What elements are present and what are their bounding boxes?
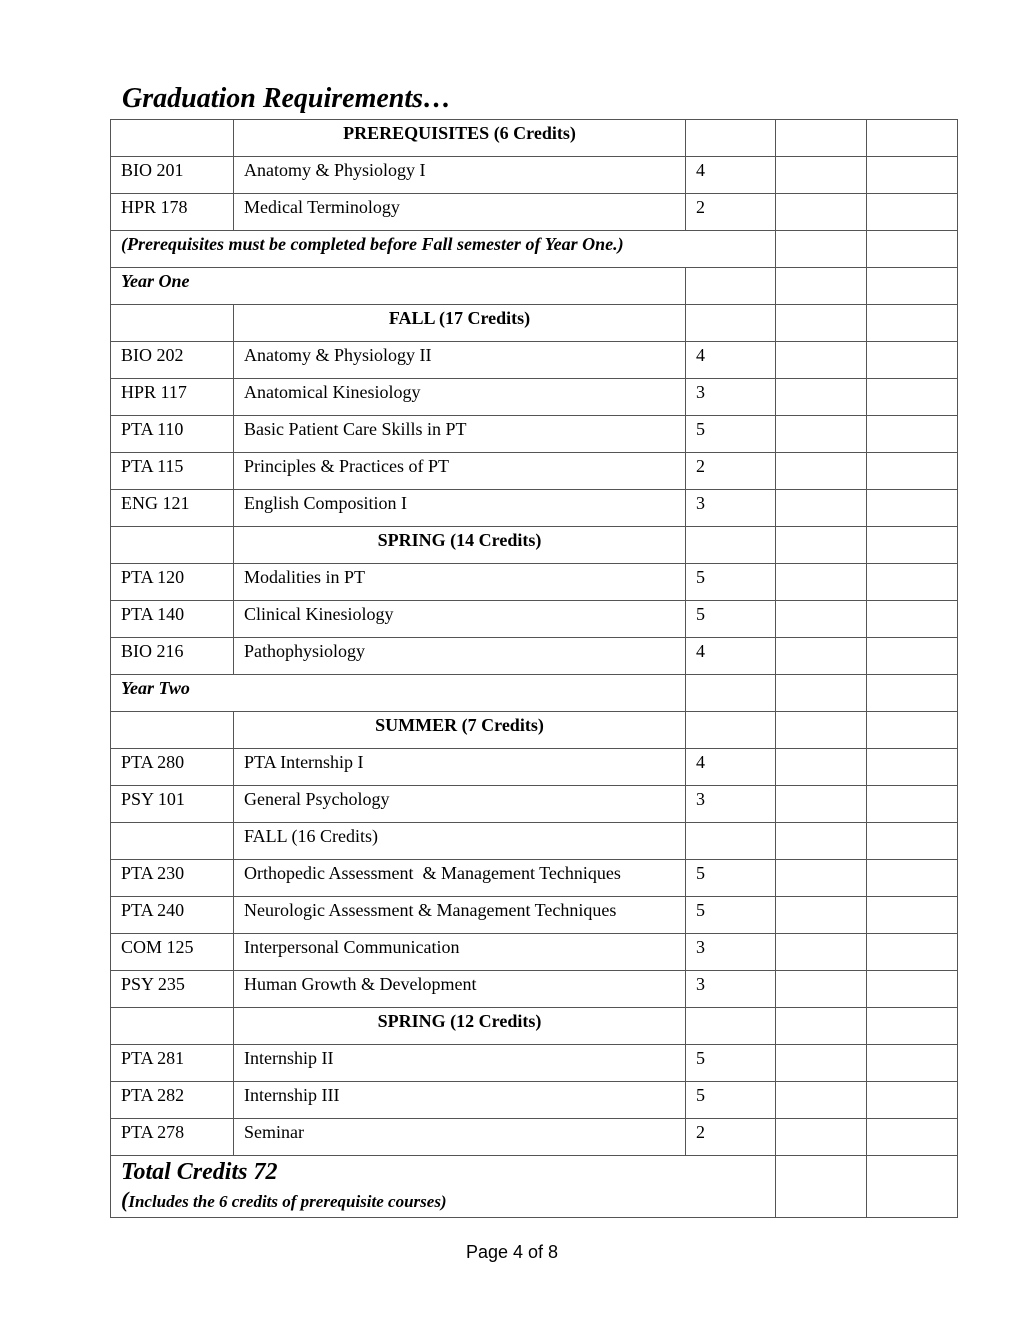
semester-header-row [111, 305, 958, 342]
total-credits-note [121, 1187, 765, 1213]
course-code: PTA 281 [111, 1045, 234, 1082]
prerequisites-note: (Prerequisites must be completed before Fall semester of Year One.) [111, 231, 776, 268]
year-row [111, 675, 958, 712]
course-code: PTA 282 [111, 1082, 234, 1119]
year-one-fall-header: FALL (17 Credits) [234, 305, 686, 342]
year-row [111, 268, 958, 305]
table-row [111, 416, 958, 453]
course-credits: 4 [686, 342, 776, 379]
course-code: PSY 235 [111, 971, 234, 1008]
course-code: PTA 120 [111, 564, 234, 601]
table-row [111, 564, 958, 601]
total-credits-label: Total Credits 72 [121, 1159, 278, 1185]
course-credits: 3 [686, 490, 776, 527]
page-number: Page 4 of 8 [465, 1242, 559, 1262]
course-credits: 3 [686, 934, 776, 971]
course-code: BIO 202 [111, 342, 234, 379]
course-code: HPR 117 [111, 379, 234, 416]
table-row [111, 601, 958, 638]
course-credits: 3 [686, 379, 776, 416]
course-credits: 5 [686, 416, 776, 453]
course-code: PTA 110 [111, 416, 234, 453]
year-one-heading: Year One [111, 268, 686, 305]
table-row [111, 860, 958, 897]
table-row [111, 1119, 958, 1156]
course-credits: 3 [686, 971, 776, 1008]
course-title: Anatomy & Physiology II [234, 342, 686, 379]
course-credits: 5 [686, 564, 776, 601]
table-row [111, 1045, 958, 1082]
course-title: English Composition I [234, 490, 686, 527]
course-title: Internship III [234, 1082, 686, 1119]
total-row [111, 1156, 958, 1218]
course-title: Seminar [234, 1119, 686, 1156]
prerequisites-header: PREREQUISITES (6 Credits) [234, 120, 686, 157]
course-credits: 5 [686, 1082, 776, 1119]
course-code: PTA 230 [111, 860, 234, 897]
course-credits: 4 [686, 638, 776, 675]
course-code: ENG 121 [111, 490, 234, 527]
course-title: Orthopedic Assessment & Management Techniques [234, 860, 686, 897]
semester-header-row [111, 527, 958, 564]
course-credits: 4 [686, 749, 776, 786]
table-row [111, 934, 958, 971]
course-title: PTA Internship I [234, 749, 686, 786]
table-row [111, 638, 958, 675]
table-row [111, 1082, 958, 1119]
course-title: Internship II [234, 1045, 686, 1082]
table-row [111, 971, 958, 1008]
table-row [111, 157, 958, 194]
course-code: PTA 140 [111, 601, 234, 638]
year-two-spring-header: SPRING (12 Credits) [234, 1008, 686, 1045]
year-two-heading: Year Two [111, 675, 686, 712]
note-row [111, 231, 958, 268]
table-row [111, 342, 958, 379]
semester-header-row [111, 1008, 958, 1045]
year-two-fall-header: FALL (16 Credits) [234, 823, 686, 860]
course-credits: 4 [686, 157, 776, 194]
course-title: Interpersonal Communication [234, 934, 686, 971]
course-code: PSY 101 [111, 786, 234, 823]
course-title: General Psychology [234, 786, 686, 823]
course-code: PTA 278 [111, 1119, 234, 1156]
course-code: PTA 240 [111, 897, 234, 934]
course-credits: 5 [686, 601, 776, 638]
semester-header-row [111, 712, 958, 749]
semester-header-row [111, 120, 958, 157]
semester-header-row [111, 823, 958, 860]
course-credits: 5 [686, 1045, 776, 1082]
course-credits: 2 [686, 1119, 776, 1156]
course-code: PTA 280 [111, 749, 234, 786]
course-credits: 5 [686, 897, 776, 934]
total-note-text: Includes the 6 credits of prerequisite courses) [128, 1191, 447, 1211]
page-title: Graduation Requirements… [122, 83, 452, 114]
course-credits: 2 [686, 453, 776, 490]
course-title: Anatomy & Physiology I [234, 157, 686, 194]
course-title: Pathophysiology [234, 638, 686, 675]
year-two-summer-header: SUMMER (7 Credits) [234, 712, 686, 749]
course-title: Neurologic Assessment & Management Techniques [234, 897, 686, 934]
course-title: Principles & Practices of PT [234, 453, 686, 490]
graduation-requirements-table [110, 119, 958, 1218]
course-credits: 2 [686, 194, 776, 231]
year-one-spring-header: SPRING (14 Credits) [234, 527, 686, 564]
course-code: HPR 178 [111, 194, 234, 231]
course-title: Medical Terminology [234, 194, 686, 231]
course-credits: 5 [686, 860, 776, 897]
course-title: Clinical Kinesiology [234, 601, 686, 638]
course-title: Modalities in PT [234, 564, 686, 601]
table-row [111, 379, 958, 416]
table-row [111, 786, 958, 823]
course-code: BIO 201 [111, 157, 234, 194]
course-title: Human Growth & Development [234, 971, 686, 1008]
course-credits: 3 [686, 786, 776, 823]
table-row [111, 453, 958, 490]
course-code: BIO 216 [111, 638, 234, 675]
table-row [111, 897, 958, 934]
course-title: Basic Patient Care Skills in PT [234, 416, 686, 453]
course-title: Anatomical Kinesiology [234, 379, 686, 416]
table-row [111, 194, 958, 231]
total-cell [111, 1156, 776, 1218]
table-row [111, 490, 958, 527]
table-row [111, 749, 958, 786]
total-note-paren: ( [121, 1186, 129, 1212]
course-code: COM 125 [111, 934, 234, 971]
course-code: PTA 115 [111, 453, 234, 490]
